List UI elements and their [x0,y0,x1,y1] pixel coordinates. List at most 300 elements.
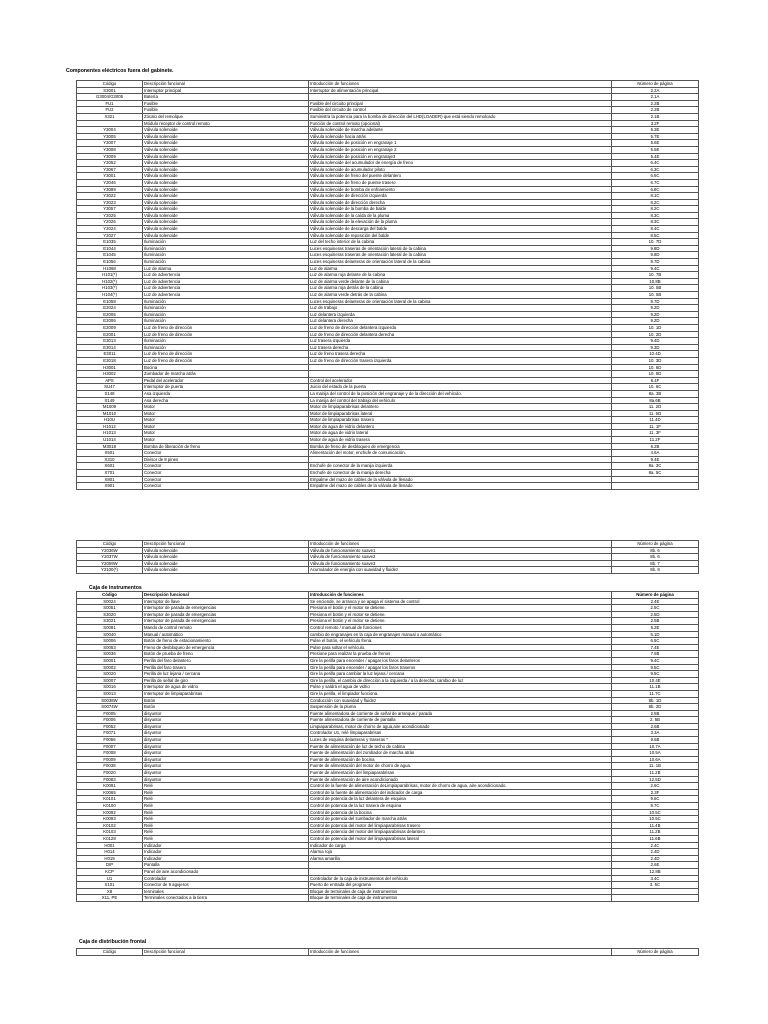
description-cell: disyuntor [143,710,309,717]
page-number-cell [612,895,699,902]
table-row [77,166,699,173]
description-cell: Divisor de 8 pines [143,456,309,463]
function-cell: Luz de freno de dirección trasera izquierda [309,357,612,364]
page-number-cell: Número de página [612,81,699,88]
page-number-cell: 2.4C [612,842,699,849]
description-cell: Válvula solenoide [143,560,309,567]
table-row [77,179,699,186]
function-cell: Interruptor de alimentación principal [309,87,612,94]
description-cell: Válvula solenoide [143,199,309,206]
page-number-cell: 11. 3F [612,430,699,437]
description-cell: Motor [143,404,309,411]
section-title-external-components: Componentes eléctricos fuera del gabinete. [66,68,174,74]
code-cell: Y2036W [77,547,143,554]
function-cell: Control de potencia de la bocina [309,809,612,816]
table-row [77,226,699,233]
code-cell: Código [77,949,143,956]
function-cell: Suministra la potencia para la bomba de dirección del LHD(LOADER) que está siendo remolcado [309,113,612,120]
table-row [77,895,699,902]
table-row [77,783,699,790]
table-row [77,875,699,882]
function-cell: Control de potencia del motor del limpiaparabrisas delantero [309,829,612,836]
function-cell: Control de potencia del zumbador de marcha atrás [309,816,612,823]
description-cell: Perilla de señal de giro [143,677,309,684]
description-cell: disyuntor [143,750,309,757]
code-cell: S0006 [77,638,143,645]
function-cell: Alarma amarilla [309,855,612,862]
table-row [77,364,699,371]
page-number-cell: 10. 2D [612,331,699,338]
table-row [77,567,699,574]
page-number-cell: 8.1C [612,193,699,200]
function-cell: Enchufe de conector de la manija derecha [309,470,612,477]
code-cell: KCP [77,868,143,875]
table-row [77,140,699,147]
page-number-cell: 10.5C [612,809,699,816]
table-row [77,94,699,101]
function-cell [309,862,612,869]
table-row [77,882,699,889]
code-cell: Y2037W [77,554,143,561]
description-cell: Válvula solenoide [143,232,309,239]
page-number-cell: 10. 3D [612,357,699,364]
function-cell: Suspensión de la pluma [309,704,612,711]
function-cell: Luz de alarma [309,265,612,272]
function-cell: Control de potencia del motor del limpiaparabrisas lateral [309,835,612,842]
description-cell: Zumbador de marcha atrás [143,371,309,378]
table-row [77,410,699,417]
function-cell: Válvula solenoide de freno del puente delantero [309,173,612,180]
function-cell: Válvula solenoide hacia atrás [309,133,612,140]
function-cell: Fuente de alimentación del motor de chorro de agua. [309,763,612,770]
description-cell: Válvula solenoide [143,140,309,147]
description-cell: Fusible [143,100,309,107]
function-cell: Luz de alarma roja detrás de la cabina [309,285,612,292]
function-cell [309,456,612,463]
description-cell: Válvula solenoide [143,554,309,561]
description-cell: Relé [143,803,309,810]
description-cell: Luz de freno de dirección [143,331,309,338]
table-row [77,463,699,470]
function-cell [309,371,612,378]
table-row [77,443,699,450]
code-cell: Y3001 [77,173,143,180]
function-cell: Válvula solenoide de posición en engranaje3 [309,153,612,160]
function-cell: Acumulador de energía con suavidad y fluidez [309,567,612,574]
page-number-cell: 8a. 3B [612,390,699,397]
page-number-cell: 6.3C [612,166,699,173]
table-row [77,331,699,338]
code-cell: H10U [77,417,143,424]
function-cell: Válvula solenoide del acumulador de energía de freno [309,160,612,167]
table-row [77,311,699,318]
function-cell: Bloque de terminales de caja de instrumentos [309,888,612,895]
table-row [77,173,699,180]
function-cell: Alimentación del motor, enchufe de comunicación. [309,450,612,457]
description-cell: Zócalo del remolque [143,113,309,120]
page-number-cell: 2.2A [612,87,699,94]
function-cell: Luz de alarma verde detrás de la cabina [309,292,612,299]
table-header-row [77,81,699,88]
code-cell: F0056 [77,737,143,744]
code-cell: K0092 [77,809,143,816]
table-row [77,598,699,605]
description-cell: Bomba de liberación de freno [143,443,309,450]
code-cell: Y2059W [77,560,143,567]
function-cell: Fuente de alimentación de aire acondicionado [309,776,612,783]
code-cell: E3014 [77,344,143,351]
page-number-cell: 5.4E [612,153,699,160]
page-number-cell: 3.3A [612,730,699,737]
code-cell: X601 [77,463,143,470]
table-row [77,107,699,114]
page-number-cell: 10. 1D [612,324,699,331]
page-number-cell: 2.1B [612,113,699,120]
external-components-table [76,80,699,490]
page-number-cell: 2.3F [612,789,699,796]
function-cell: Luz delantera izquierda [309,311,612,318]
page-number-cell: 2.6B [612,723,699,730]
code-cell: S0053 [77,644,143,651]
function-cell: Motor de limpiaparabrisas delantero [309,404,612,411]
function-cell: Empalme del mazo de cables de la válvula de llenado [309,476,612,483]
page-number-cell: 9.7D [612,298,699,305]
code-cell: E1045 [77,252,143,259]
page-number-cell: 7.4E [612,644,699,651]
code-cell: E1035 [77,239,143,246]
table-row [77,423,699,430]
function-cell: Gire la perilla para encender / apagar los faros traseros [309,664,612,671]
description-cell: Asa izquierda [143,390,309,397]
function-cell: La manija del control de la posición del engranaje y de la dirección del vehículo. [309,390,612,397]
table-row [77,684,699,691]
page-number-cell: 5.6E [612,140,699,147]
code-cell: E2005 [77,311,143,318]
page-number-cell: 2.5C [612,605,699,612]
description-cell: Iluminación [143,344,309,351]
function-cell: Motor de limpiaparabrisas lateral [309,410,612,417]
table-row [77,730,699,737]
table-row [77,404,699,411]
table-header-row [77,541,699,548]
function-cell: Puerto de entrada del programa [309,882,612,889]
function-cell: Fuente de alimentación del limpiaparabrisas [309,770,612,777]
code-cell: E2009 [77,324,143,331]
function-cell: Fuente de alimentación de luz de techo de cabina [309,743,612,750]
code-cell: H1068 [77,265,143,272]
function-cell: Luz de alarma roja delante de la cabina [309,272,612,279]
code-cell: U1 [77,875,143,882]
function-cell: cambio de engranajes en la caja de engranajes manual o automático [309,631,612,638]
function-cell: Introducción de funciones [309,949,612,956]
function-cell: Luces esquineras traseras de orientación lateral de la cabina [309,252,612,259]
code-cell: S0002 [77,664,143,671]
table-row [77,357,699,364]
description-cell: Interruptor de parada de emergencias [143,611,309,618]
code-cell: Código [77,81,143,88]
code-cell: S0013 [77,690,143,697]
code-cell: K0065 [77,789,143,796]
code-cell: F0052 [77,723,143,730]
code-cell: S0020 [77,671,143,678]
description-cell: Válvula solenoide [143,212,309,219]
page-number-cell: 6.4F [612,377,699,384]
code-cell: Código [77,541,143,548]
page-number-cell: 7.5B [612,651,699,658]
description-cell: Relé [143,809,309,816]
code-cell: S0001 [77,657,143,664]
code-cell: Y2100(*) [77,567,143,574]
function-cell: Presiona el botón y el motor se detiene. [309,618,612,625]
page-number-cell: 9.4D [612,338,699,345]
code-cell: X8 [77,888,143,895]
page-number-cell: Número de página [612,592,699,599]
function-cell: Fuente alimentadora de corriente de señal de arranque / parada [309,710,612,717]
description-cell: Válvula solenoide [143,219,309,226]
code-cell: H019 [77,855,143,862]
description-cell: Perilla del faro delantero [143,657,309,664]
code-cell: H1012 [77,423,143,430]
code-cell: Y2024 [77,226,143,233]
page-number-cell: 8b. 7 [612,560,699,567]
code-cell: U1014 [77,437,143,444]
table-row [77,417,699,424]
code-cell: Y3067 [77,166,143,173]
page-number-cell: 2.5D [612,611,699,618]
description-cell: terminales [143,888,309,895]
page-number-cell: 10.6A [612,756,699,763]
description-cell: Válvula solenoide [143,186,309,193]
table-row [77,292,699,299]
table-row [77,822,699,829]
function-cell: Luz trasera derecha [309,344,612,351]
function-cell: Motor de agua de vidrio lateral [309,430,612,437]
function-cell: Presione para realizar la prueba de frenos [309,651,612,658]
code-cell: H103(*) [77,285,143,292]
code-cell: S3020 [77,611,143,618]
function-cell: La manija del control del trabajo del vehículo [309,397,612,404]
code-cell: X901 [77,483,143,490]
code-cell: H1013 [77,430,143,437]
function-cell: Empalme del mazo de cables de la válvula de llenado [309,483,612,490]
table-row [77,862,699,869]
page-number-cell [612,476,699,483]
table-row [77,796,699,803]
instrument-box-table [76,591,699,902]
description-cell: Válvula solenoide [143,160,309,167]
function-cell: Control remoto / manual de funciones [309,624,612,631]
function-cell: Gire la perilla, el cambio de dirección a la izquierda / a la derecha; cambio de luz [309,677,612,684]
function-cell: Válvula solenoide de la elevación de la pluma [309,219,612,226]
description-cell: disyuntor [143,756,309,763]
code-cell: X310 [77,456,143,463]
description-cell: Iluminación [143,318,309,325]
table-row [77,849,699,856]
code-cell: H102(*) [77,278,143,285]
function-cell: Válvula solenoide de descarga del balde [309,226,612,233]
description-cell: Iluminación [143,311,309,318]
function-cell: Luz de freno de dirección delantera derecha [309,331,612,338]
page-number-cell: 6.2B [612,443,699,450]
function-cell: Bomba de freno de desbloqueo de emergencia [309,443,612,450]
function-cell: Válvula solenoide de freno de puente trasero [309,179,612,186]
function-cell: Luz del techo interior de la cabina [309,239,612,246]
table-row [77,219,699,226]
description-cell: Conector [143,483,309,490]
description-cell: Conector [143,463,309,470]
table-row [77,450,699,457]
description-cell: Botón de prueba de freno [143,651,309,658]
description-cell: Botón [143,697,309,704]
page-number-cell: 11.6B [612,835,699,842]
code-cell: S148 [77,390,143,397]
table-row [77,437,699,444]
description-cell: Batería [143,94,309,101]
table-row [77,842,699,849]
description-cell: Válvula solenoide [143,133,309,140]
table-row [77,153,699,160]
description-cell: Conector [143,450,309,457]
code-cell: H104(*) [77,292,143,299]
function-cell: Luz de trabajo [309,305,612,312]
table-row [77,318,699,325]
description-cell: Asa derecha [143,397,309,404]
page-number-cell: 11.2B [612,770,699,777]
table-row [77,146,699,153]
smooth-valves-table [76,540,699,574]
page-number-cell: 8.5C [612,232,699,239]
code-cell: H001 [77,842,143,849]
function-cell: Control de la fuente de alimentación del indicador de carga [309,789,612,796]
table-row [77,723,699,730]
table-row [77,371,699,378]
function-cell: Válvula solenoide de la caída de la pluma [309,212,612,219]
description-cell: Luz de advertencia [143,278,309,285]
page-number-cell: 8a. 3C [612,463,699,470]
page-number-cell: 8a.6B [612,397,699,404]
description-cell: Manual / automático [143,631,309,638]
description-cell: Iluminación [143,252,309,259]
description-cell: Iluminación [143,259,309,266]
code-cell: FU2 [77,107,143,114]
description-cell: Interruptor de parada de emergencias [143,605,309,612]
description-cell: Válvula solenoide [143,567,309,574]
code-cell: Y2026 [77,219,143,226]
page-number-cell: 10. 5B [612,285,699,292]
table-row [77,803,699,810]
table-row [77,259,699,266]
page-number-cell: 8b. 6 [612,554,699,561]
function-cell: Limpiaparabrisas, motor de chorro de agua,aire acondicionado [309,723,612,730]
page-number-cell: 12.5D [612,776,699,783]
table-row [77,113,699,120]
code-cell: K0103 [77,829,143,836]
code-cell: S0016 [77,684,143,691]
function-cell: Fusible del circuito principal [309,100,612,107]
description-cell: Válvula solenoide [143,206,309,213]
code-cell: FU1 [77,100,143,107]
function-cell: Luz de alarma verde delante de la cabina [309,278,612,285]
code-cell: F0009 [77,756,143,763]
description-cell: Iluminación [143,298,309,305]
table-row [77,265,699,272]
description-cell: Relé [143,816,309,823]
code-cell: S0036 [77,651,143,658]
function-cell: Pulse para soltar el vehículo. [309,644,612,651]
code-cell: S0051 [77,605,143,612]
code-cell: Código [77,592,143,599]
description-cell: disyuntor [143,737,309,744]
page-number-cell: 9.2D [612,311,699,318]
function-cell: Fusible del circuito de control [309,107,612,114]
table-row [77,611,699,618]
function-cell: Control de potencia de la luz trasera de esquina [309,803,612,810]
table-row [77,430,699,437]
code-cell: S0024 [77,598,143,605]
function-cell: Pulse el botón, el vehículo frena. [309,638,612,645]
code-cell: X321 [77,113,143,120]
code-cell: S0081 [77,624,143,631]
description-cell: Descripción funcional [143,541,309,548]
page-number-cell: 11.4D [612,417,699,424]
page-number-cell: 8.3C [612,212,699,219]
page-number-cell: 9.7C [612,803,699,810]
code-cell: M3018 [77,443,143,450]
description-cell: Indicador [143,849,309,856]
table-row [77,186,699,193]
function-cell: Luces de esquina delanteras y traseras * [309,737,612,744]
page-number-cell: 6.6C [612,173,699,180]
code-cell: Y3052 [77,160,143,167]
table-row [77,664,699,671]
table-row [77,272,699,279]
code-cell: E1044 [77,245,143,252]
page-number-cell: 3.4C [612,875,699,882]
code-cell: S0074W [77,704,143,711]
function-cell: Luces esquineras delanteras de orientación lateral de la cabina [309,298,612,305]
description-cell: Luz de advertencia [143,272,309,279]
code-cell: E2024 [77,305,143,312]
page-number-cell: 6.4C [612,160,699,167]
description-cell: Motor [143,417,309,424]
description-cell: Terminales conectados a la tierra [143,895,309,902]
description-cell: disyuntor [143,730,309,737]
description-cell: Interruptor de parada de emergencias [143,618,309,625]
table-row [77,298,699,305]
table-row [77,855,699,862]
table-row [77,763,699,770]
page-number-cell: 2.5B [612,618,699,625]
page-number-cell: 10. 5D [612,371,699,378]
page-number-cell: 9.6B [612,737,699,744]
page-number-cell: 5.3E [612,127,699,134]
table-row [77,789,699,796]
code-cell: Y3004 [77,127,143,134]
function-cell: Indicador de carga [309,842,612,849]
code-cell: F0038 [77,763,143,770]
page-number-cell: 2.1A [612,94,699,101]
code-cell: K0102 [77,822,143,829]
description-cell: Válvula solenoide [143,166,309,173]
function-cell: Luz trasera izquierda [309,338,612,345]
page-number-cell: 8.4C [612,226,699,233]
description-cell: Relé [143,822,309,829]
function-cell: Control del acelerador [309,377,612,384]
table-row [77,756,699,763]
code-cell: Y2027 [77,232,143,239]
code-cell: F0071 [77,730,143,737]
table-row [77,127,699,134]
